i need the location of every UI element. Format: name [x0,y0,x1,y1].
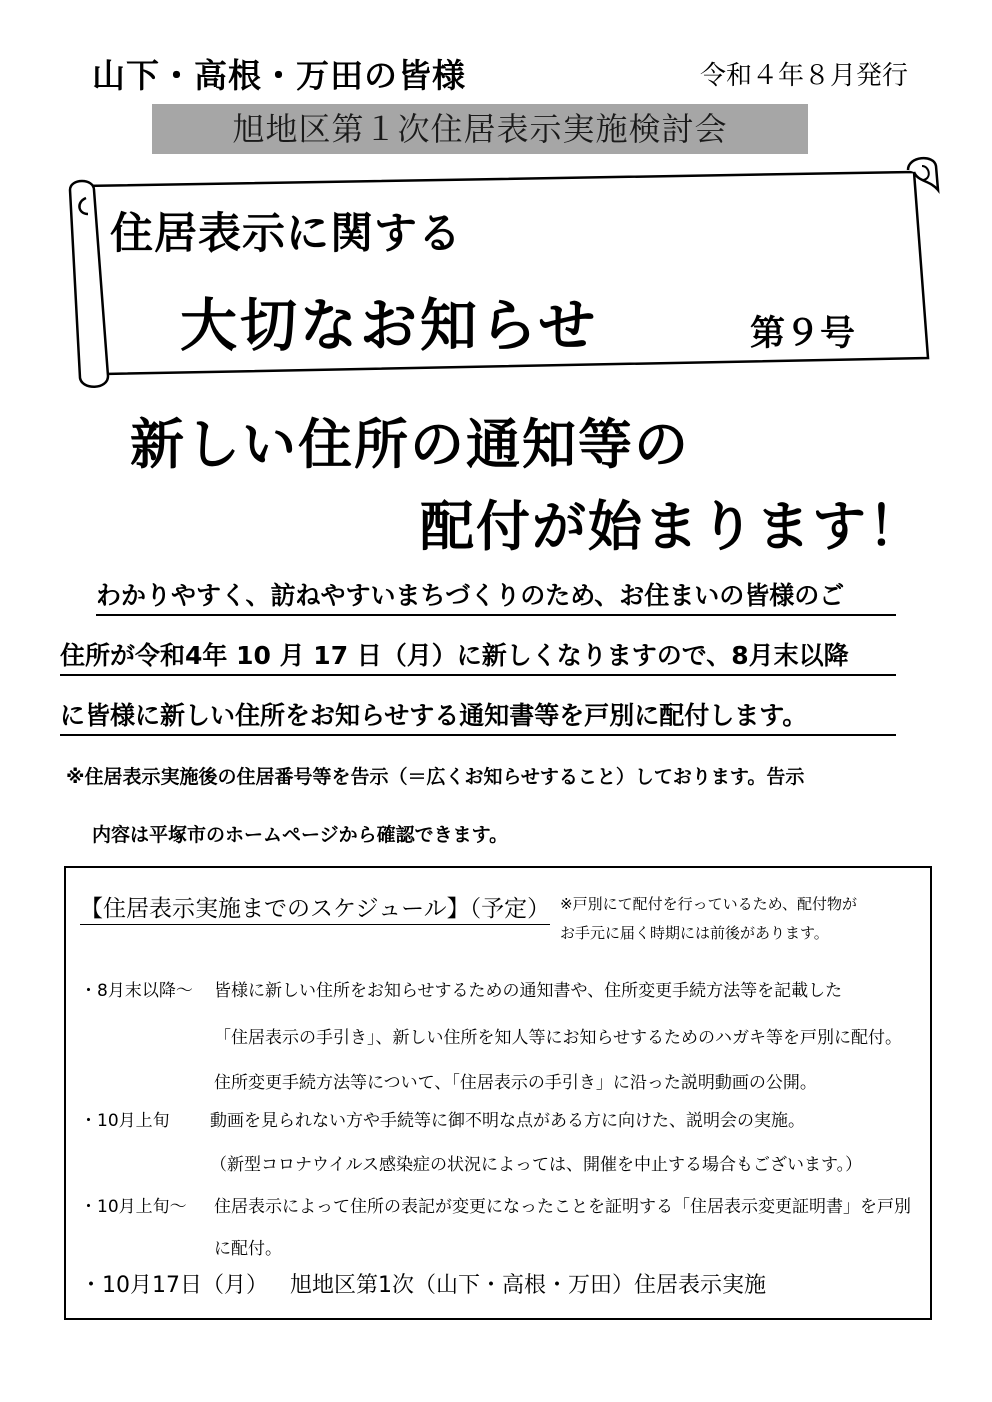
schedule-item-label: ・10月17日（月） [80,1273,268,1298]
schedule-item-text: に配付。 [214,1239,282,1259]
schedule-item-text: 旭地区第1次（山下・高根・万田）住居表示実施 [290,1273,766,1298]
headline-line-1: 新しい住所の通知等の [130,413,690,476]
note-line-1: ※住居表示実施後の住居番号等を告示（＝広くお知らせすること）しております。告示 [66,766,805,788]
committee-name: 旭地区第１次住居表示実施検討会 [152,104,808,154]
recipients-heading: 山下・高根・万田の皆様 [92,56,466,95]
body-line-2: 住所が令和4年 10 月 17 日（月）に新しくなりますので、8月末以降 [60,636,896,676]
schedule-item-label: ・8月末以降～ [80,981,193,1001]
headline-line-2: 配付が始まります！ [420,495,924,558]
schedule-item-label: ・10月上旬～ [80,1197,187,1217]
note-line-2: 内容は平塚市のホームページから確認できます。 [92,824,509,846]
issue-date: 令和４年８月発行 [700,61,909,91]
schedule-note-line-1: ※戸別にて配付を行っているため、配付物が [560,895,857,913]
issue-number: 第９号 [750,314,856,354]
schedule-item-text: 住居表示によって住所の表記が変更になったことを証明する「住居表示変更証明書」を戸別 [214,1197,911,1217]
body-line-1: わかりやすく、訪ねやすいまちづくりのため、お住まいの皆様のご [96,576,896,616]
body-line-3: に皆様に新しい住所をお知らせする通知書等を戸別に配付します。 [60,696,896,736]
banner-line-2: 大切なお知らせ [180,293,599,359]
schedule-note-line-2: お手元に届く時期には前後があります。 [560,924,829,942]
schedule-item-text: 動画を見られない方や手続等に御不明な点がある方に向けた、説明会の実施。 [210,1111,805,1131]
schedule-item-text: 住所変更手続方法等について、「住居表示の手引き」に沿った説明動画の公開。 [214,1073,817,1093]
schedule-item-label: ・10月上旬 [80,1111,170,1131]
schedule-item-text: （新型コロナウイルス感染症の状況によっては、開催を中止する場合もございます。） [210,1155,863,1175]
schedule-item-text: 「住居表示の手引き」、新しい住所を知人等にお知らせするためのハガキ等を戸別に配付。 [214,1028,902,1048]
banner-line-1: 住居表示に関する [110,209,462,259]
schedule-title: 【住居表示実施までのスケジュール】（予定） [80,890,550,925]
schedule-item-text: 皆様に新しい住所をお知らせするための通知書や、住所変更手続方法等を記載した [214,981,843,1001]
